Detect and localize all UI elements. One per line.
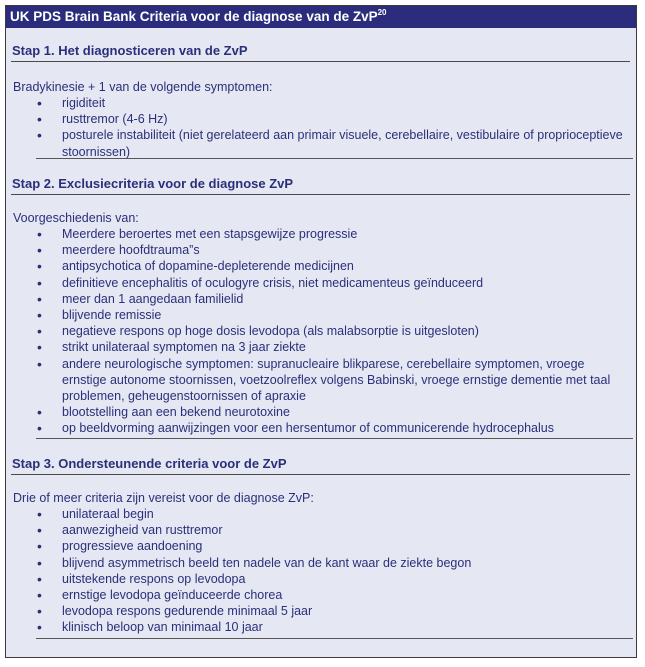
bullet-icon: • xyxy=(37,226,42,242)
stage3-item-text: aanwezigheid van rusttremor xyxy=(62,523,223,538)
table-title-text: UK PDS Brain Bank Criteria voor de diagnose van de ZvP xyxy=(10,9,378,24)
stage3-list-item xyxy=(6,587,636,603)
table-title xyxy=(6,6,636,28)
stage3-item-text: levodopa respons gedurende minimaal 5 jaar xyxy=(62,604,313,619)
stage2-list-item xyxy=(6,258,636,274)
stage2-list-item xyxy=(6,323,636,339)
stage2-list-item xyxy=(6,242,636,258)
stage2-item-text: negatieve respons op hoge dosis levodopa (als malabsorptie is uitgesloten) xyxy=(62,324,479,339)
stage1-list-item xyxy=(6,95,636,111)
stage2-item-text: blootstelling aan een bekend neurotoxine xyxy=(62,405,290,420)
bullet-icon: • xyxy=(37,554,42,571)
bullet-icon: • xyxy=(37,258,42,275)
stage3-item-text: unilateraal begin xyxy=(62,507,154,521)
stage3-list-item xyxy=(6,571,636,587)
bullet-icon: • xyxy=(37,339,42,356)
bullet-icon: • xyxy=(37,404,42,421)
bullet-icon: • xyxy=(37,420,42,437)
stage2-item-text: meer dan 1 aangedaan familielid xyxy=(62,291,244,306)
stage2-list-item xyxy=(6,275,636,291)
stage3-list-item xyxy=(6,555,636,571)
stage1-item-text: rusttremor (4-6 Hz) xyxy=(62,112,168,127)
bullet-icon: • xyxy=(37,522,42,539)
stage3-item-text: klinisch beloop van minimaal 10 jaar xyxy=(62,620,263,635)
stage3-intro: Drie of meer criteria zijn vereist voor de diagnose ZvP: xyxy=(13,491,314,505)
stage3-end-rule xyxy=(36,638,633,639)
stage3-list-item xyxy=(6,619,636,635)
criteria-table xyxy=(5,5,637,658)
stage2-item-text: strikt unilateraal symptomen na 3 jaar ziekte xyxy=(62,340,306,355)
stage3-list-item xyxy=(6,603,636,619)
stage3-item-text: progressieve aandoening xyxy=(62,539,203,554)
stage2-list-item xyxy=(6,226,636,242)
bullet-icon: • xyxy=(37,603,42,620)
stage3-heading: Stap 3. Ondersteunende criteria voor de ZvP xyxy=(11,453,630,475)
bullet-icon: • xyxy=(37,127,42,144)
bullet-icon: • xyxy=(37,290,42,307)
stage3-item-text: uitstekende respons op levodopa xyxy=(62,571,246,586)
bullet-icon: • xyxy=(37,274,42,291)
bullet-icon: • xyxy=(37,111,42,128)
stage2-list-item xyxy=(6,291,636,307)
stage2-list-item xyxy=(6,307,636,323)
bullet-icon: • xyxy=(37,95,42,111)
stage3-item-text: ernstige levodopa geïnduceerde chorea xyxy=(62,588,283,603)
stage3-list-item xyxy=(6,522,636,538)
stage2-list xyxy=(6,226,636,437)
bullet-icon: • xyxy=(37,587,42,604)
stage1-heading: Stap 1. Het diagnosticeren van de ZvP xyxy=(11,40,630,62)
stage2-end-rule xyxy=(36,438,633,439)
stage1-item-text: rigiditeit xyxy=(62,96,106,110)
bullet-icon: • xyxy=(37,619,42,636)
stage1-list xyxy=(6,95,636,160)
stage2-item-text: andere neurologische symptomen: supranucleaire blikparese, cerebellaire symptomen, vroege ernstige autonome stoornissen, voetzoolreflex volgens Babinski, vroege ernstige dementie met taal problemen, geheugenstoornissen of apraxie xyxy=(62,356,611,404)
stage3-list xyxy=(6,506,636,636)
stage1-list-item xyxy=(6,111,636,127)
stage2-item-text: antipsychotica of dopamine-depleterende medicijnen xyxy=(62,259,354,274)
stage2-list-item xyxy=(6,339,636,355)
stage2-heading: Stap 2. Exclusiecriteria voor de diagnose ZvP xyxy=(11,173,630,195)
stage2-item-text: op beeldvorming aanwijzingen voor een hersentumor of communicerende hydrocephalus xyxy=(62,421,554,436)
stage2-list-item xyxy=(6,404,636,420)
bullet-icon: • xyxy=(37,242,42,259)
title-reference: 20 xyxy=(377,8,387,17)
stage2-item-text: Meerdere beroertes met een stapsgewijze progressie xyxy=(62,227,358,241)
stage1-intro: Bradykinesie + 1 van de volgende symptomen: xyxy=(13,80,273,94)
bullet-icon: • xyxy=(37,323,42,340)
stage3-item-text: blijvend asymmetrisch beeld ten nadele van de kant waar de ziekte begon xyxy=(62,555,472,570)
bullet-icon: • xyxy=(37,355,42,372)
stage1-item-text: posturele instabiliteit (niet gerelateerd aan primair visuele, cerebellaire, vestibulaire of proprioceptieve stoornissen) xyxy=(62,128,623,159)
stage3-list-item xyxy=(6,538,636,554)
stage2-list-item xyxy=(6,420,636,436)
stage2-item-text: meerdere hoofdtrauma”s xyxy=(62,243,200,258)
stage1-list-item xyxy=(6,127,636,159)
bullet-icon: • xyxy=(37,307,42,324)
bullet-icon: • xyxy=(37,538,42,555)
bullet-icon: • xyxy=(37,570,42,587)
stage2-intro: Voorgeschiedenis van: xyxy=(13,211,139,225)
stage2-item-text: blijvende remissie xyxy=(62,308,162,323)
stage1-end-rule xyxy=(36,158,633,159)
stage3-list-item xyxy=(6,506,636,522)
bullet-icon: • xyxy=(37,506,42,522)
stage2-item-text: definitieve encephalitis of oculogyre crisis, niet medicamenteus geïnduceerd xyxy=(62,275,484,290)
stage2-list-item xyxy=(6,356,636,405)
